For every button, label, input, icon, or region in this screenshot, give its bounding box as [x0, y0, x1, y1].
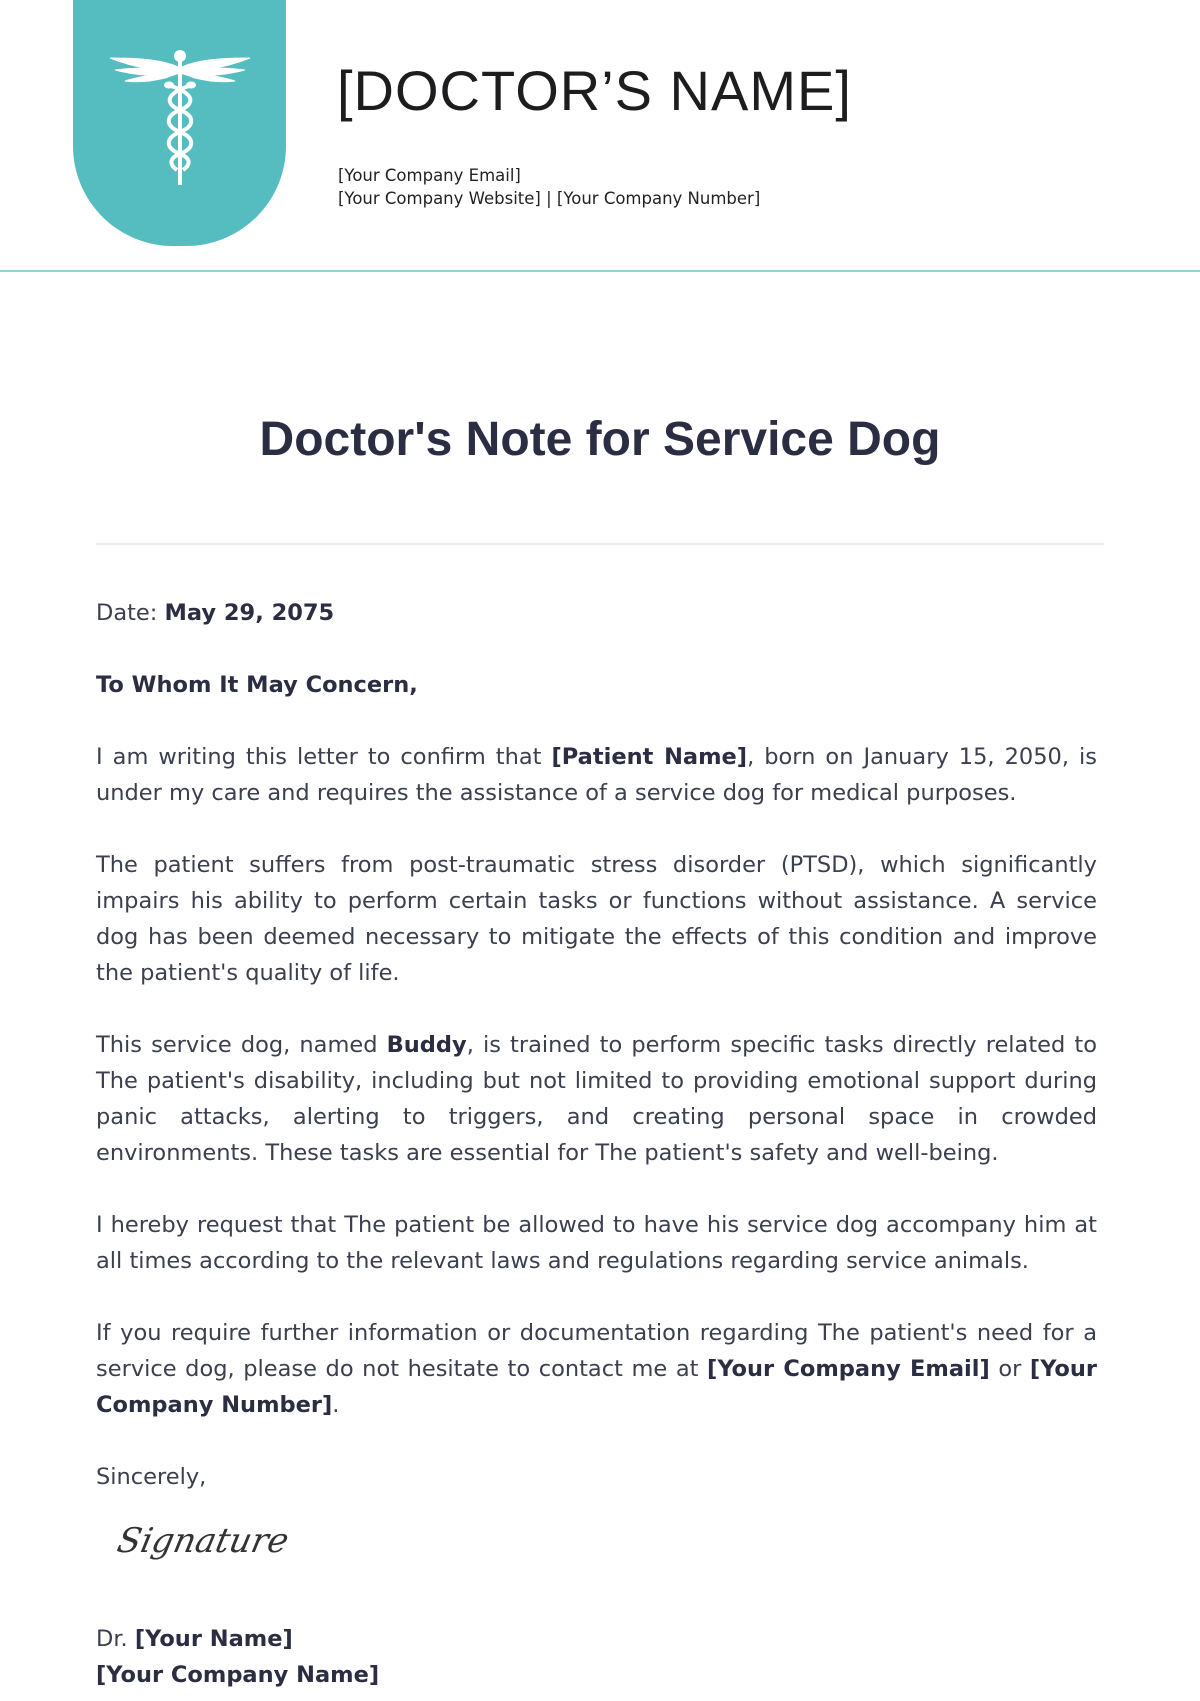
signer-name: [Your Name] — [134, 1626, 293, 1652]
contact-block — [338, 164, 760, 210]
company-email: [Your Company Email] — [338, 166, 521, 185]
logo-badge — [73, 0, 286, 246]
signer-company: [Your Company Name] — [96, 1662, 380, 1688]
contact-email: [Your Company Email] — [707, 1356, 990, 1382]
sign-off — [96, 1621, 1097, 1693]
p5-end: . — [332, 1392, 340, 1418]
letter-body — [96, 595, 1097, 1693]
signer-prefix: Dr. — [96, 1626, 135, 1652]
contact-number: [Your Company Number] — [96, 1356, 1098, 1418]
patient-name: [Patient Name] — [551, 744, 748, 770]
p1-text-a: I am writing this letter to confirm that — [96, 744, 552, 770]
document-title: Doctor's Note for Service Dog — [259, 413, 941, 466]
p5-or: or — [989, 1356, 1030, 1382]
date-line — [96, 595, 1097, 631]
p3-text-b: , is trained to perform specific tasks directly related to The patient's disability, including but not limited to providing emotional support during panic attacks, alerting to triggers, and creating personal space in crowded environments. These tasks are essential for The patient's safety and well-being. — [96, 1032, 1097, 1166]
title-divider — [96, 543, 1104, 545]
date-label: Date: — [96, 600, 158, 626]
signer-line — [96, 1621, 1097, 1657]
date-value: May 29, 2075 — [164, 600, 335, 626]
salutation-text: To Whom It May Concern, — [96, 672, 418, 698]
caduceus-icon — [105, 48, 255, 188]
closing: Sincerely, — [96, 1464, 207, 1490]
salutation — [96, 667, 1097, 703]
paragraph-4: I hereby request that The patient be allowed to have his service dog accompany him at all times according to the relevant laws and regulations regarding service animals. — [96, 1212, 1097, 1274]
paragraph-2: The patient suffers from post-traumatic stress disorder (PTSD), which significantly impairs his ability to perform certain tasks or functions without assistance. A service dog has been deemed necessary to mitigate the effects of this condition and improve the patient's quality of life. — [96, 852, 1097, 986]
signature: Signature — [113, 1521, 293, 1561]
header-divider — [0, 270, 1200, 272]
doctor-name: [DOCTOR’S NAME] — [337, 59, 852, 122]
paragraph-1 — [96, 739, 1097, 811]
dog-name: Buddy — [386, 1032, 467, 1058]
signature-area — [96, 1523, 1097, 1595]
p5-text-a: If you require further information or documentation regarding The patient's need for a service dog, please do not hesitate to contact me at — [96, 1320, 1097, 1382]
paragraph-3 — [96, 1027, 1097, 1171]
signer-company-line — [96, 1657, 1097, 1693]
paragraph-5 — [96, 1315, 1097, 1423]
p1-text-b: , born on January 15, 2050, is under my care and requires the assistance of a service dog for medical purposes. — [96, 744, 1097, 806]
p3-text-a: This service dog, named — [96, 1032, 387, 1058]
company-website-number: [Your Company Website] | [Your Company Number] — [338, 189, 761, 208]
